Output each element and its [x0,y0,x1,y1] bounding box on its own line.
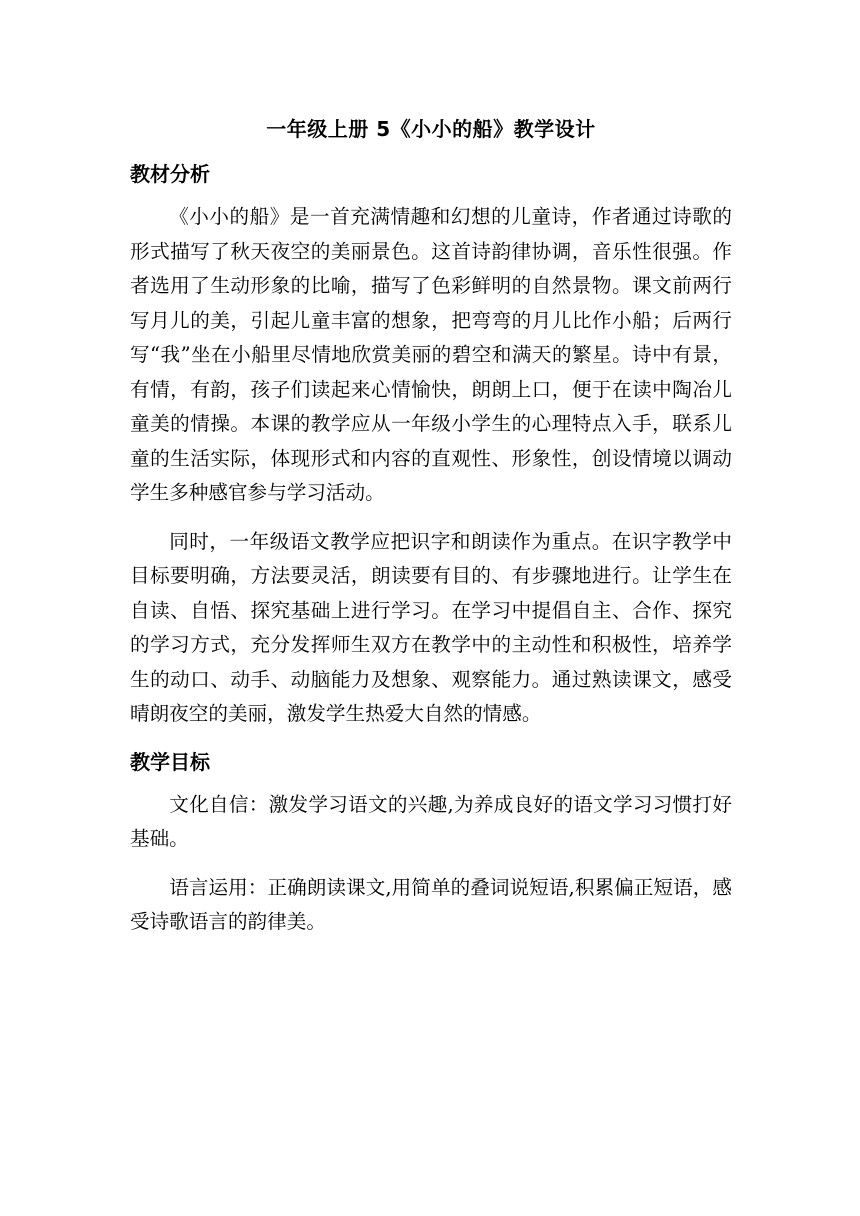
paragraph-material-analysis-2: 同时，一年级语文教学应把识字和朗读作为重点。在识字教学中目标要明确，方法要灵活，朗读要有目的、有步骤地进行。让学生在自读、自悟、探究基础上进行学习。在学习中提倡自主、合作、探究的学习方式，充分发挥师生双方在教学中的主动性和积极性，培养学生的动口、动手、动脑能力及想象、观察能力。通过熟读课文，感受晴朗夜空的美丽，激发学生热爱大自然的情感。 [130,529,732,725]
document-body [130,112,732,954]
paragraph-material-analysis-1: 《小小的船》是一首充满情趣和幻想的儿童诗，作者通过诗歌的形式描写了秋天夜空的美丽景色。这首诗韵律协调，音乐性很强。作者选用了生动形象的比喻，描写了色彩鲜明的自然景物。课文前两行写月儿的美，引起儿童丰富的想象，把弯弯的月儿比作小船；后两行写“我”坐在小船里尽情地欣赏美丽的碧空和满天的繁星。诗中有景，有情，有韵，孩子们读起来心情愉快，朗朗上口，便于在读中陶冶儿童美的情操。本课的教学应从一年级小学生的心理特点入手，联系儿童的生活实际，体现形式和内容的直观性、形象性，创设情境以调动学生多种感官参与学习活动。 [130,205,732,504]
paragraph-goal-cultural-confidence: 文化自信：激发学习语文的兴趣,为养成良好的语文学习习惯打好基础。 [130,792,732,850]
section-heading-material-analysis: 教材分析 [130,162,210,186]
paragraph-goal-language-use: 语言运用：正确朗读课文,用简单的叠词说短语,积累偏正短语，感受诗歌语言的韵律美。 [130,875,732,933]
section-heading-teaching-goals: 教学目标 [130,749,210,774]
document-title: 一年级上册 5《小小的船》教学设计 [266,117,596,141]
